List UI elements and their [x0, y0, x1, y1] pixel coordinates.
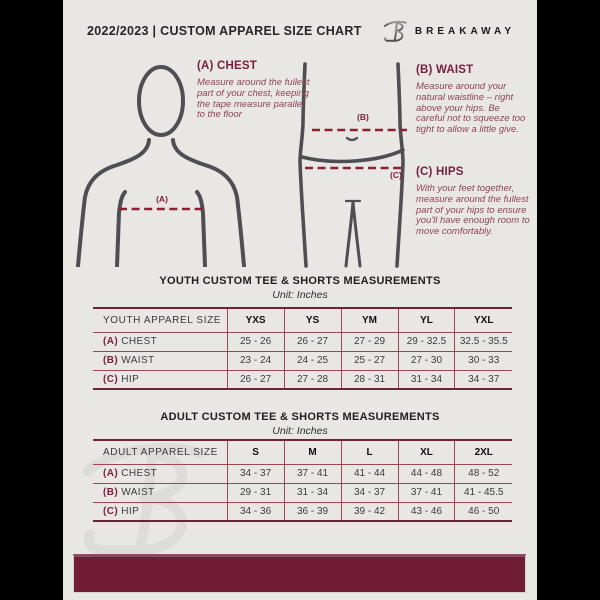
- brand-name: BREAKAWAY: [414, 25, 515, 37]
- measurement-value: 25 - 26: [227, 332, 284, 351]
- chest-line-label: (A): [156, 194, 168, 204]
- table-row: [93, 370, 512, 389]
- table-row: [93, 332, 512, 351]
- letterbox-left: [0, 0, 63, 600]
- size-column-header: YXS: [227, 308, 284, 332]
- measurement-value: 28 - 31: [341, 370, 398, 389]
- measure-prefix: (C): [103, 505, 119, 517]
- measure-label: (C) HIP: [103, 373, 140, 385]
- measurement-value: 26 - 27: [227, 370, 284, 389]
- table-row: [93, 351, 512, 370]
- header-bar: [87, 18, 515, 44]
- measurement-value: 27 - 28: [284, 370, 341, 389]
- adult-table-subtitle: Unit: Inches: [272, 425, 328, 437]
- chest-guide-description: Measure around the fullest part of your chest, keeping the tape measure parallel to the floor: [197, 77, 310, 121]
- chart-content: [63, 0, 537, 600]
- table-row: [93, 464, 512, 483]
- measurement-value: 43 - 46: [398, 502, 455, 521]
- measurement-value: 46 - 50: [455, 502, 512, 521]
- measurement-value: 34 - 37: [341, 483, 398, 502]
- measurement-value: 24 - 25: [284, 351, 341, 370]
- size-column-header: YM: [341, 308, 398, 332]
- chest-guide: [197, 60, 311, 121]
- youth-table-subtitle: Unit: Inches: [272, 289, 328, 301]
- size-column-header: 2XL: [455, 440, 512, 464]
- size-table: [93, 439, 512, 522]
- measurement-value: 37 - 41: [398, 483, 455, 502]
- measurement-value: 32.5 - 35.5: [455, 332, 512, 351]
- brand-lockup: [382, 19, 515, 43]
- measurement-value: 30 - 33: [455, 351, 512, 370]
- hip-line-label: (C): [390, 170, 402, 180]
- youth-table-title: YOUTH CUSTOM TEE & SHORTS MEASUREMENTS: [159, 275, 441, 287]
- size-column-header: YXL: [455, 308, 512, 332]
- size-table: [93, 307, 512, 390]
- size-column-header: YS: [284, 308, 341, 332]
- measure-label: (B) WAIST: [103, 355, 155, 366]
- measurement-value: 29 - 31: [227, 483, 284, 502]
- measure-label: (A) CHEST: [103, 468, 158, 479]
- measurement-value: 26 - 27: [284, 332, 341, 351]
- measurement-value: 48 - 52: [455, 464, 512, 483]
- hips-guide-description: With your feet together, measure around the fullest part of your hips to ensure you'll have enough room to move comfortably.: [416, 183, 530, 238]
- chest-guide-heading: (A) CHEST: [197, 60, 257, 72]
- measurement-value: 31 - 34: [398, 370, 455, 389]
- footer-accent-bar: [73, 554, 526, 593]
- measure-label: (A) CHEST: [103, 336, 158, 347]
- waist-guide-heading: (B) WAIST: [416, 64, 474, 76]
- measure-label: (C) HIP: [103, 505, 140, 517]
- measurement-value: 41 - 44: [341, 464, 398, 483]
- waist-guide: [416, 64, 529, 136]
- size-column-header: XL: [398, 440, 455, 464]
- measurement-value: 27 - 30: [398, 351, 455, 370]
- measure-prefix: (B): [103, 355, 119, 366]
- adult-table-title: ADULT CUSTOM TEE & SHORTS MEASUREMENTS: [160, 411, 440, 423]
- measure-prefix: (A): [103, 336, 119, 347]
- measurement-value: 34 - 36: [227, 502, 284, 521]
- youth-size-table: [93, 307, 512, 390]
- measurement-value: 36 - 39: [284, 502, 341, 521]
- measurement-value: 34 - 37: [455, 370, 512, 389]
- size-label-header: ADULT APPAREL SIZE: [103, 446, 218, 458]
- measurement-value: 23 - 24: [227, 351, 284, 370]
- size-column-header: M: [284, 440, 341, 464]
- breakaway-b-logo-icon: [382, 19, 408, 43]
- hips-guide-heading: (C) HIPS: [416, 166, 464, 178]
- size-column-header: YL: [398, 308, 455, 332]
- measure-prefix: (A): [103, 468, 119, 479]
- page-title: 2022/2023 | CUSTOM APPAREL SIZE CHART: [87, 24, 362, 38]
- size-column-header: L: [341, 440, 398, 464]
- measurement-value: 25 - 27: [341, 351, 398, 370]
- waist-line-label: (B): [357, 112, 369, 122]
- measurement-value: 41 - 45.5: [455, 483, 512, 502]
- size-label-header: YOUTH APPAREL SIZE: [103, 314, 222, 326]
- measurement-value: 34 - 37: [227, 464, 284, 483]
- measure-prefix: (B): [103, 487, 119, 498]
- hips-guide: [416, 166, 532, 238]
- measurement-value: 37 - 41: [284, 464, 341, 483]
- measurement-value: 44 - 48: [398, 464, 455, 483]
- letterbox-right: [537, 0, 600, 600]
- measurement-value: 39 - 42: [341, 502, 398, 521]
- measurement-value: 31 - 34: [284, 483, 341, 502]
- adult-size-table: [93, 439, 512, 522]
- measure-prefix: (C): [103, 373, 119, 385]
- size-column-header: S: [227, 440, 284, 464]
- measure-label: (B) WAIST: [103, 487, 155, 498]
- waist-guide-description: Measure around your natural waistline – right above your hips. Be careful not to squeeze too tight to allow a little give.: [416, 81, 526, 136]
- measurement-value: 29 - 32.5: [398, 332, 455, 351]
- table-row: [93, 502, 512, 521]
- measurement-value: 27 - 29: [341, 332, 398, 351]
- table-row: [93, 483, 512, 502]
